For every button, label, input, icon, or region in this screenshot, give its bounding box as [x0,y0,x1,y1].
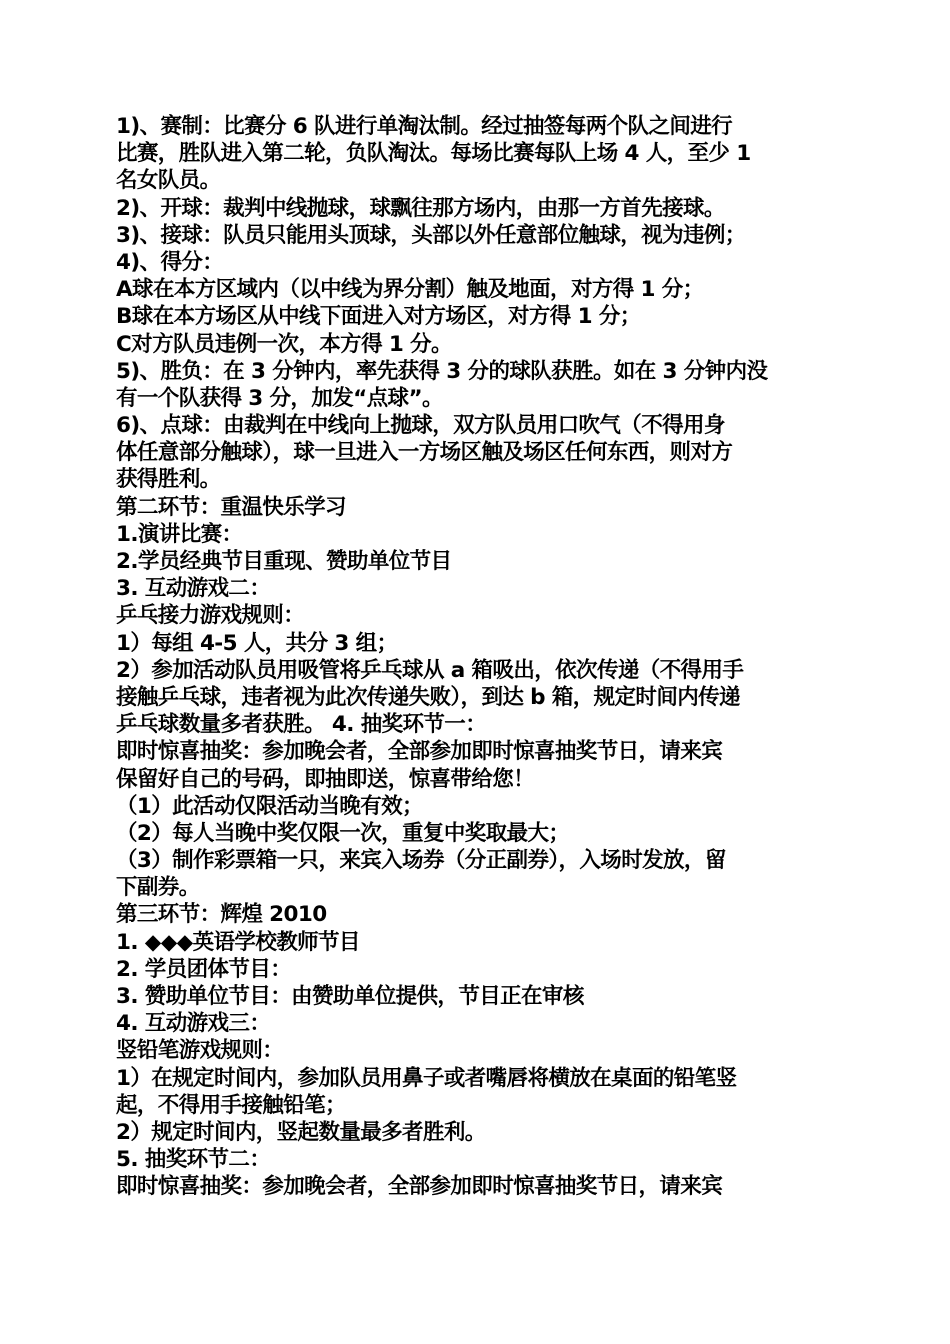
text-line: 2.学员经典节目重现、赞助单位节目 [116,549,452,574]
text-line: 3. 赞助单位节目：由赞助单位提供，节目正在审核 [116,984,584,1009]
text-line: 即时惊喜抽奖：参加晚会者，全部参加即时惊喜抽奖节日，请来宾 [116,739,723,765]
text-line: A球在本方区域内（以中线为界分割）触及地面，对方得 1 分； [116,277,704,303]
text-line: 起，不得用手接触铅笔； [116,1092,346,1118]
text-line: 获得胜利。 [116,467,221,493]
text-line: 5. 抽奖环节二： [116,1147,271,1173]
text-line: 6)、点球：由裁判在中线向上抛球，双方队员用口吹气（不得用身 [116,413,725,439]
text-line: 名女队员。 [116,168,221,194]
text-line: 体任意部分触球），球一旦进入一方场区触及场区任何东西，则对方 [116,440,733,466]
text-line: 接触乒乓球，违者视为此次传递失败），到达 b 箱，规定时间内传递 [116,684,740,710]
text-line: 2）规定时间内，竖起数量最多者胜利。 [116,1119,486,1145]
text-line: 2)、开球：裁判中线抛球，球飘往那方场内，由那一方首先接球。 [116,195,725,221]
text-line: 下副券。 [116,875,200,901]
text-line: 保留好自己的号码，即抽即送，惊喜带给您！ [116,766,535,792]
text-line: 3. 互动游戏二： [116,576,271,602]
text-line: 5)、胜负：在 3 分钟内，率先获得 3 分的球队获胜。如在 3 分钟内没 [116,358,768,384]
text-line: 1. ◆◆◆英语学校教师节目 [116,929,360,955]
text-line: 1）在规定时间内，参加队员用鼻子或者嘴唇将横放在桌面的铅笔竖 [116,1065,737,1091]
text-line: 3)、接球：队员只能用头顶球，头部以外任意部位触球，视为违例； [116,222,746,248]
text-line: 4)、得分： [116,249,224,275]
text-line: 1)、赛制：比赛分 6 队进行单淘汰制。经过抽签每两个队之间进行 [116,114,733,139]
section-heading: 第三环节：辉煌 2010 [116,902,327,928]
text-line: 比赛，胜队进入第二轮，负队淘汰。每场比赛每队上场 4 人，至少 1 [116,141,751,167]
text-line: 2）参加活动队员用吸管将乒乓球从 a 箱吸出，依次传递（不得用手 [116,657,744,683]
text-line: （3）制作彩票箱一只，来宾入场券（分正副券），入场时发放，留 [116,848,726,874]
text-line: C对方队员违例一次，本方得 1 分。 [116,331,452,357]
text-line: （1）此活动仅限活动当晚有效； [116,793,423,819]
text-line: 1.演讲比赛： [116,521,243,547]
text-line: 竖铅笔游戏规则： [116,1038,284,1064]
text-line: 乒乓球数量多者获胜。 4. 抽奖环节一： [116,712,487,738]
text-line: 2. 学员团体节目： [116,956,292,982]
text-line: 1）每组 4-5 人，共分 3 组； [116,630,398,656]
text-line: 4. 互动游戏三： [116,1011,271,1037]
text-line: （2）每人当晚中奖仅限一次，重复中奖取最大； [116,820,570,846]
text-line: 有一个队获得 3 分，加发“点球”。 [116,385,443,411]
text-line: 乒乓接力游戏规则： [116,603,305,629]
document-page [116,113,846,1201]
section-heading: 第二环节：重温快乐学习 [116,494,346,520]
text-line: 即时惊喜抽奖：参加晚会者，全部参加即时惊喜抽奖节日，请来宾 [116,1174,723,1200]
text-line: B球在本方场区从中线下面进入对方场区，对方得 1 分； [116,304,641,330]
